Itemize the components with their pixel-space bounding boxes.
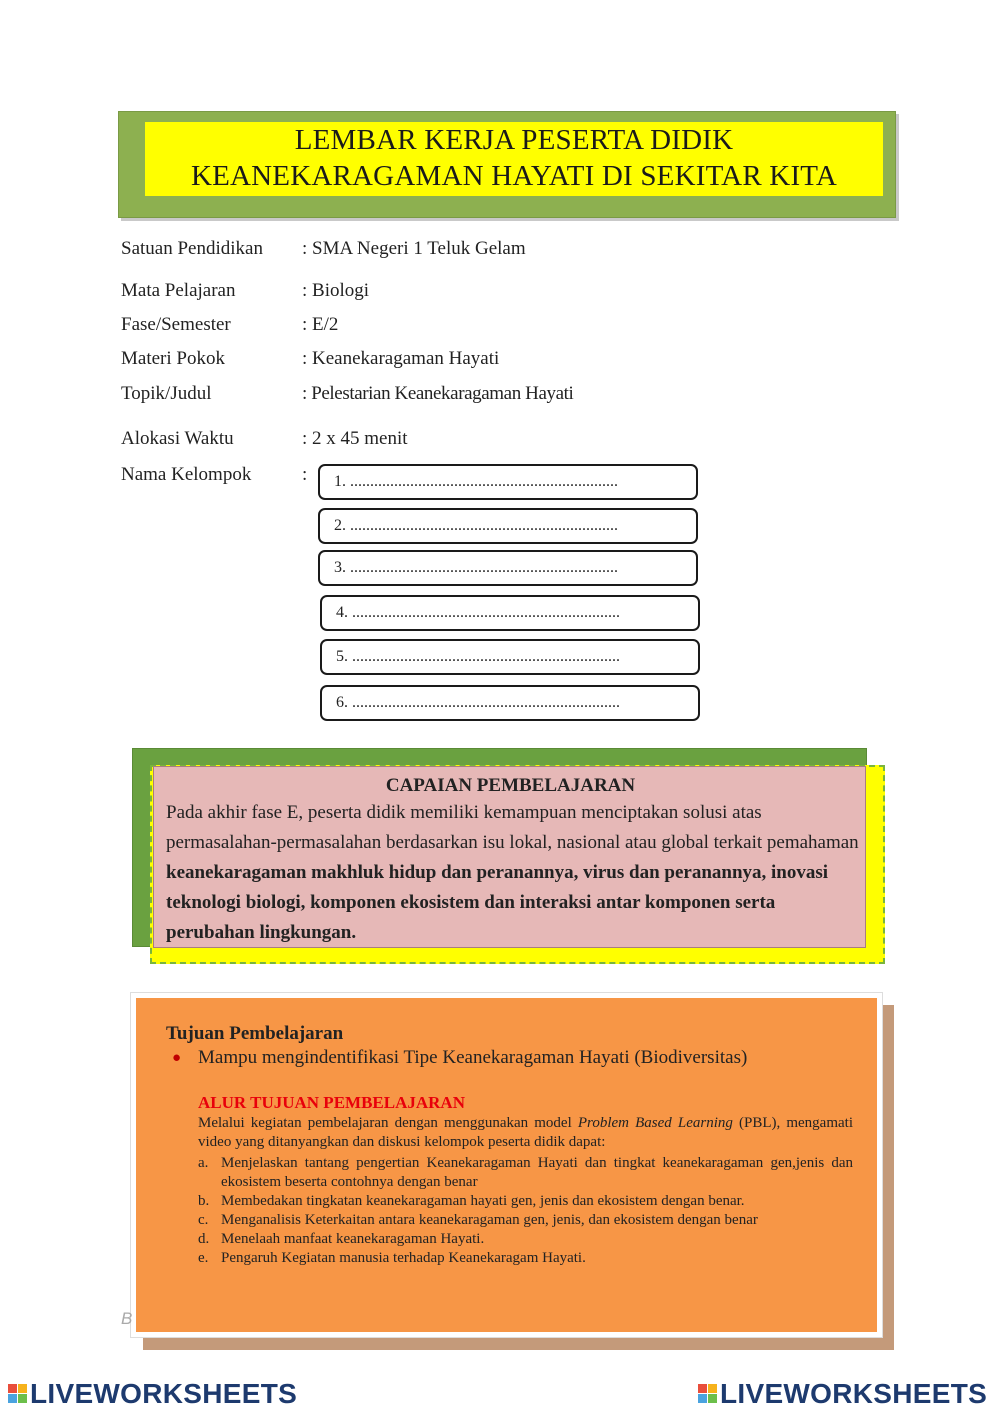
list-text: Menjelaskan tantang pengertian Keanekaragaman Hayati dan tingkat keanekaragaman gen,jenis dan ekosistem beserta contohnya dengan benar bbox=[221, 1155, 853, 1190]
info-label: Mata Pelajaran bbox=[121, 280, 236, 301]
title-line-1: LEMBAR KERJA PESERTA DIDIK bbox=[294, 124, 734, 156]
list-letter: b. bbox=[198, 1193, 210, 1209]
page-marker: B bbox=[121, 1309, 133, 1328]
list-text: Membedakan tingkatan keanekaragaman hayati gen, jenis dan ekosistem dengan benar. bbox=[221, 1193, 745, 1209]
info-label: Fase/Semester bbox=[121, 314, 231, 335]
member-input-1[interactable]: 1. ................................................................... bbox=[318, 464, 698, 500]
logo-text: LIVEWORKSHEETS bbox=[30, 1378, 298, 1409]
atp-intro-after: (PBL), mengamati video yang ditanyangkan dan diskusi kelompok peserta didik dapat: bbox=[198, 1115, 853, 1150]
info-value: : Biologi bbox=[302, 280, 370, 301]
title-line-2: KEANEKARAGAMAN HAYATI DI SEKITAR KITA bbox=[190, 160, 838, 192]
list-item bbox=[198, 1192, 853, 1211]
member-input-2[interactable]: 2. ................................................................... bbox=[318, 508, 698, 544]
list-item bbox=[198, 1154, 853, 1192]
info-value: : 2 x 45 menit bbox=[302, 428, 408, 449]
info-value: : bbox=[302, 464, 308, 485]
list-item bbox=[198, 1249, 853, 1268]
logo-squares-icon bbox=[698, 1384, 718, 1404]
capaian-text bbox=[166, 798, 861, 948]
member-input-6[interactable]: 6. ................................................................... bbox=[320, 685, 700, 721]
info-label: Satuan Pendidikan bbox=[121, 238, 263, 259]
title-banner bbox=[118, 111, 896, 218]
capaian-panel bbox=[153, 766, 866, 948]
info-label: Alokasi Waktu bbox=[121, 428, 234, 449]
atp-intro-before: Melalui kegiatan pembelajaran dengan menggunakan model bbox=[198, 1115, 578, 1131]
member-input-3[interactable]: 3. ................................................................... bbox=[318, 550, 698, 586]
list-text: Menelaah manfaat keanekaragaman Hayati. bbox=[221, 1231, 485, 1247]
list-text: Pengaruh Kegiatan manusia terhadap Keanekaragam Hayati. bbox=[221, 1250, 586, 1266]
member-input-5[interactable]: 5. ................................................................... bbox=[320, 639, 700, 675]
capaian-text-bold: keanekaragaman makhluk hidup dan peranannya, virus dan peranannya, inovasi teknologi biologi, komponen ekosistem dan interaksi antar komponen serta perubahan lingkungan. bbox=[166, 862, 829, 943]
atp-intro bbox=[198, 1114, 853, 1152]
bullet-icon: ● bbox=[172, 1050, 182, 1066]
logo-text: LIVEWORKSHEETS bbox=[720, 1378, 988, 1409]
capaian-title: CAPAIAN PEMBELAJARAN bbox=[385, 775, 636, 796]
atp-intro-model: Problem Based Learning bbox=[577, 1115, 733, 1131]
tujuan-goal-text: Mampu mengindentifikasi Tipe Keanekaragaman Hayati (Biodiversitas) bbox=[198, 1047, 748, 1068]
info-label: Nama Kelompok bbox=[121, 464, 252, 485]
info-label: Materi Pokok bbox=[121, 348, 225, 369]
list-letter: d. bbox=[198, 1231, 210, 1247]
atp-list bbox=[198, 1154, 853, 1268]
tujuan-panel bbox=[131, 993, 882, 1337]
info-value: : Keanekaragaman Hayati bbox=[302, 348, 500, 369]
list-letter: a. bbox=[198, 1155, 209, 1171]
logo-squares-icon bbox=[8, 1384, 28, 1404]
title-highlight bbox=[145, 122, 883, 196]
tujuan-heading: Tujuan Pembelajaran bbox=[166, 1023, 344, 1044]
list-item bbox=[198, 1230, 853, 1249]
info-value: : Pelestarian Keanekaragaman Hayati bbox=[302, 383, 574, 404]
list-item bbox=[198, 1211, 853, 1230]
member-input-4[interactable]: 4. ................................................................... bbox=[320, 595, 700, 631]
list-text: Menganalisis Keterkaitan antara keanekaragaman gen, jenis, dan ekosistem dengan benar bbox=[221, 1212, 758, 1228]
info-value: : E/2 bbox=[302, 314, 339, 335]
capaian-text-plain: Pada akhir fase E, peserta didik memiliki kemampuan menciptakan solusi atas permasalahan-permasalahan berdasarkan isu lokal, nasional atau global terkait pemahaman bbox=[166, 802, 859, 853]
list-letter: c. bbox=[198, 1212, 209, 1228]
info-label: Topik/Judul bbox=[121, 383, 212, 404]
info-value: : SMA Negeri 1 Teluk Gelam bbox=[302, 238, 526, 259]
list-letter: e. bbox=[198, 1250, 209, 1266]
atp-heading: ALUR TUJUAN PEMBELAJARAN bbox=[198, 1093, 465, 1112]
